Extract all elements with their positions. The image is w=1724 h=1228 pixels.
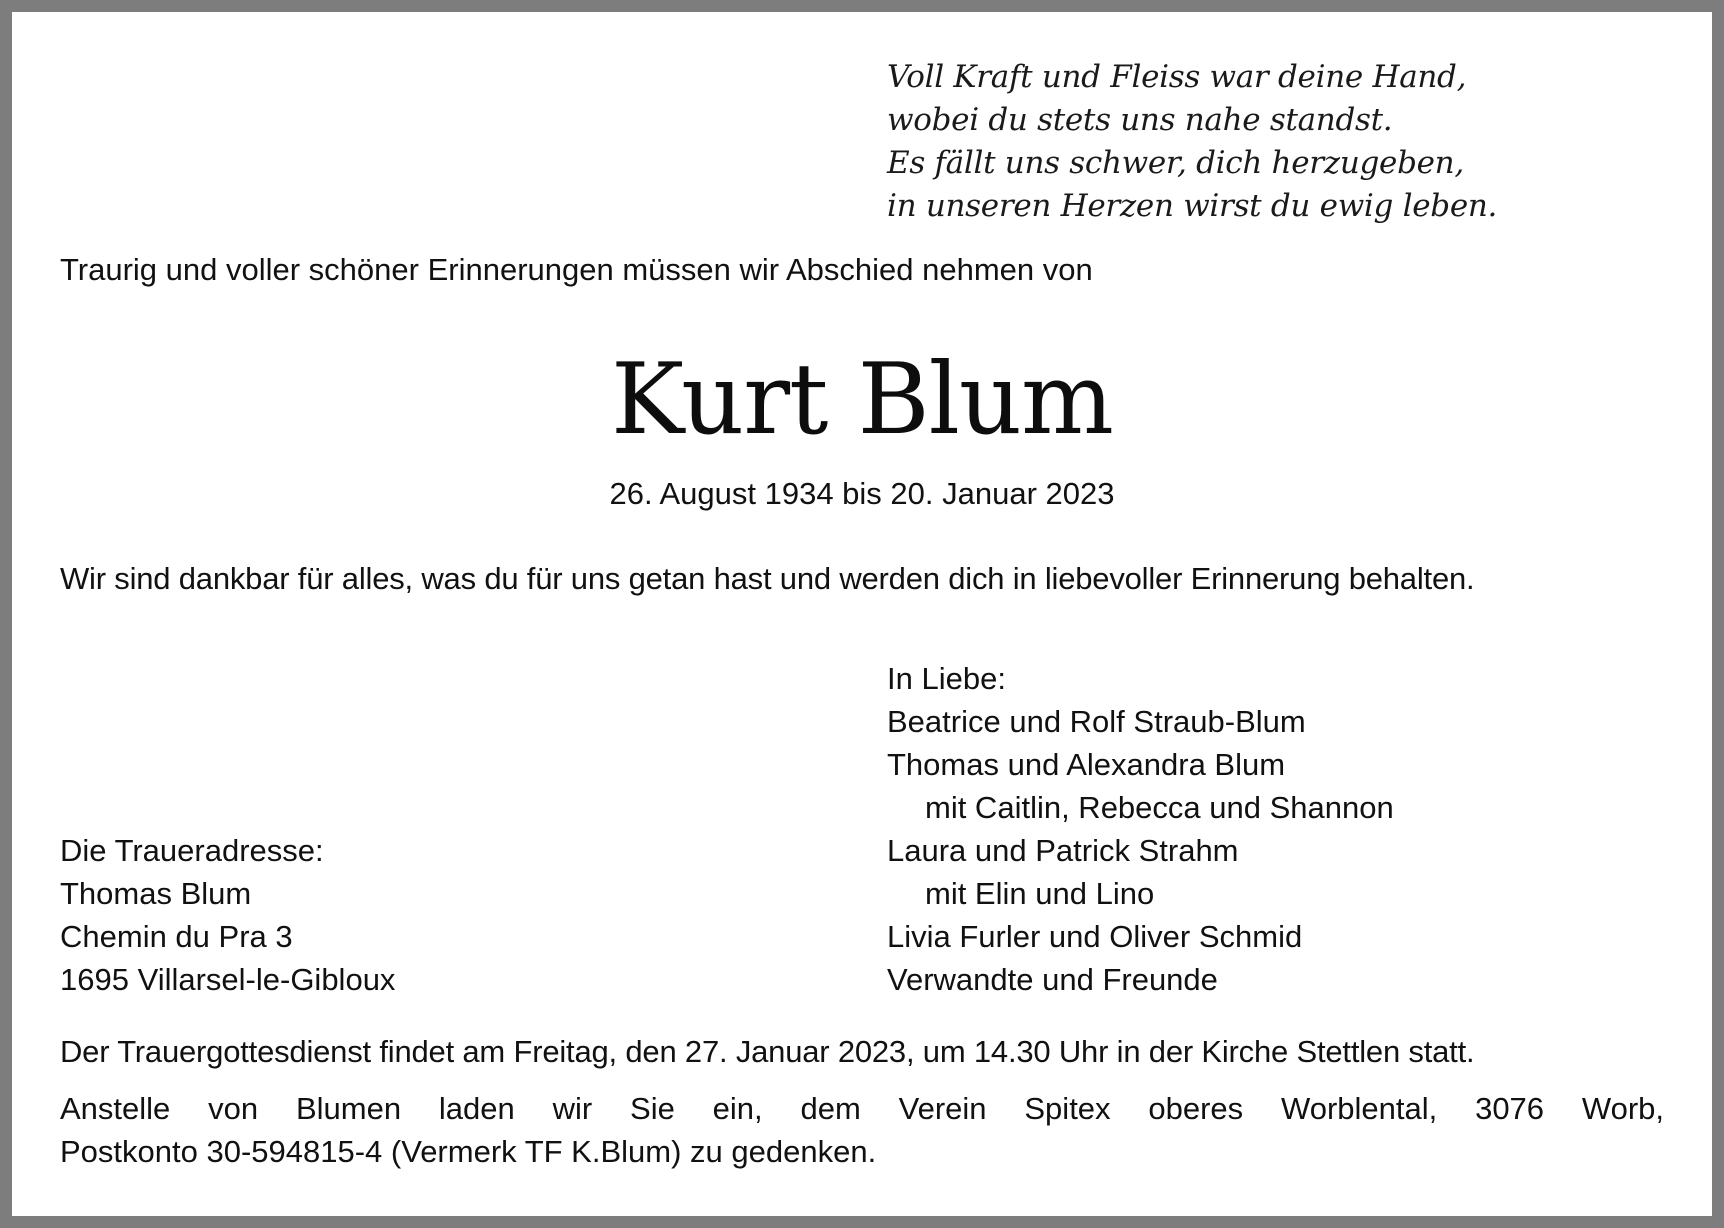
signer-line: Beatrice und Rolf Straub-Blum <box>887 704 1306 739</box>
signers-heading: In Liebe: <box>887 661 1006 696</box>
thanks-text: Wir sind dankbar für alles, was du für uns getan hast und werden dich in liebevoller Erinnerung behalten. <box>60 561 1475 596</box>
donation-line: Anstelle von Blumen laden wir Sie ein, dem Verein Spitex oberes Worblental, 3076 Worb, <box>60 1091 1664 1126</box>
mourning-address <box>60 829 395 1001</box>
poem-line: Es fällt uns schwer, dich herzugeben, <box>887 145 1464 181</box>
signer-line-children: mit Caitlin, Rebecca und Shannon <box>925 790 1394 825</box>
poem-line: in unseren Herzen wirst du ewig leben. <box>887 188 1498 224</box>
deceased-name: Kurt Blum <box>611 343 1113 457</box>
signer-line: Laura und Patrick Strahm <box>887 833 1239 868</box>
obituary-page <box>12 12 1712 1216</box>
life-dates: 26. August 1934 bis 20. Januar 2023 <box>609 476 1115 511</box>
signer-line-children: mit Elin und Lino <box>925 876 1155 911</box>
address-city: 1695 Villarsel-le-Gibloux <box>60 962 396 997</box>
poem <box>887 56 1497 228</box>
donation-text <box>60 1087 1664 1173</box>
poem-line: wobei du stets uns nahe standst. <box>887 102 1393 138</box>
funeral-service-text: Der Trauergottesdienst findet am Freitag, den 27. Januar 2023, um 14.30 Uhr in der Kirche Stettlen statt. <box>60 1034 1475 1069</box>
signer-line: Livia Furler und Oliver Schmid <box>887 919 1303 954</box>
donation-line: Postkonto 30-594815-4 (Vermerk TF K.Blum) zu gedenken. <box>60 1134 877 1169</box>
address-name: Thomas Blum <box>60 876 252 911</box>
poem-line: Voll Kraft und Fleiss war deine Hand, <box>887 59 1467 95</box>
signers-block <box>887 657 1394 1001</box>
signer-line: Verwandte und Freunde <box>887 962 1218 997</box>
address-heading: Die Traueradresse: <box>60 833 324 868</box>
intro-text: Traurig und voller schöner Erinnerungen müssen wir Abschied nehmen von <box>60 252 1093 287</box>
signer-line: Thomas und Alexandra Blum <box>887 747 1286 782</box>
address-street: Chemin du Pra 3 <box>60 919 293 954</box>
